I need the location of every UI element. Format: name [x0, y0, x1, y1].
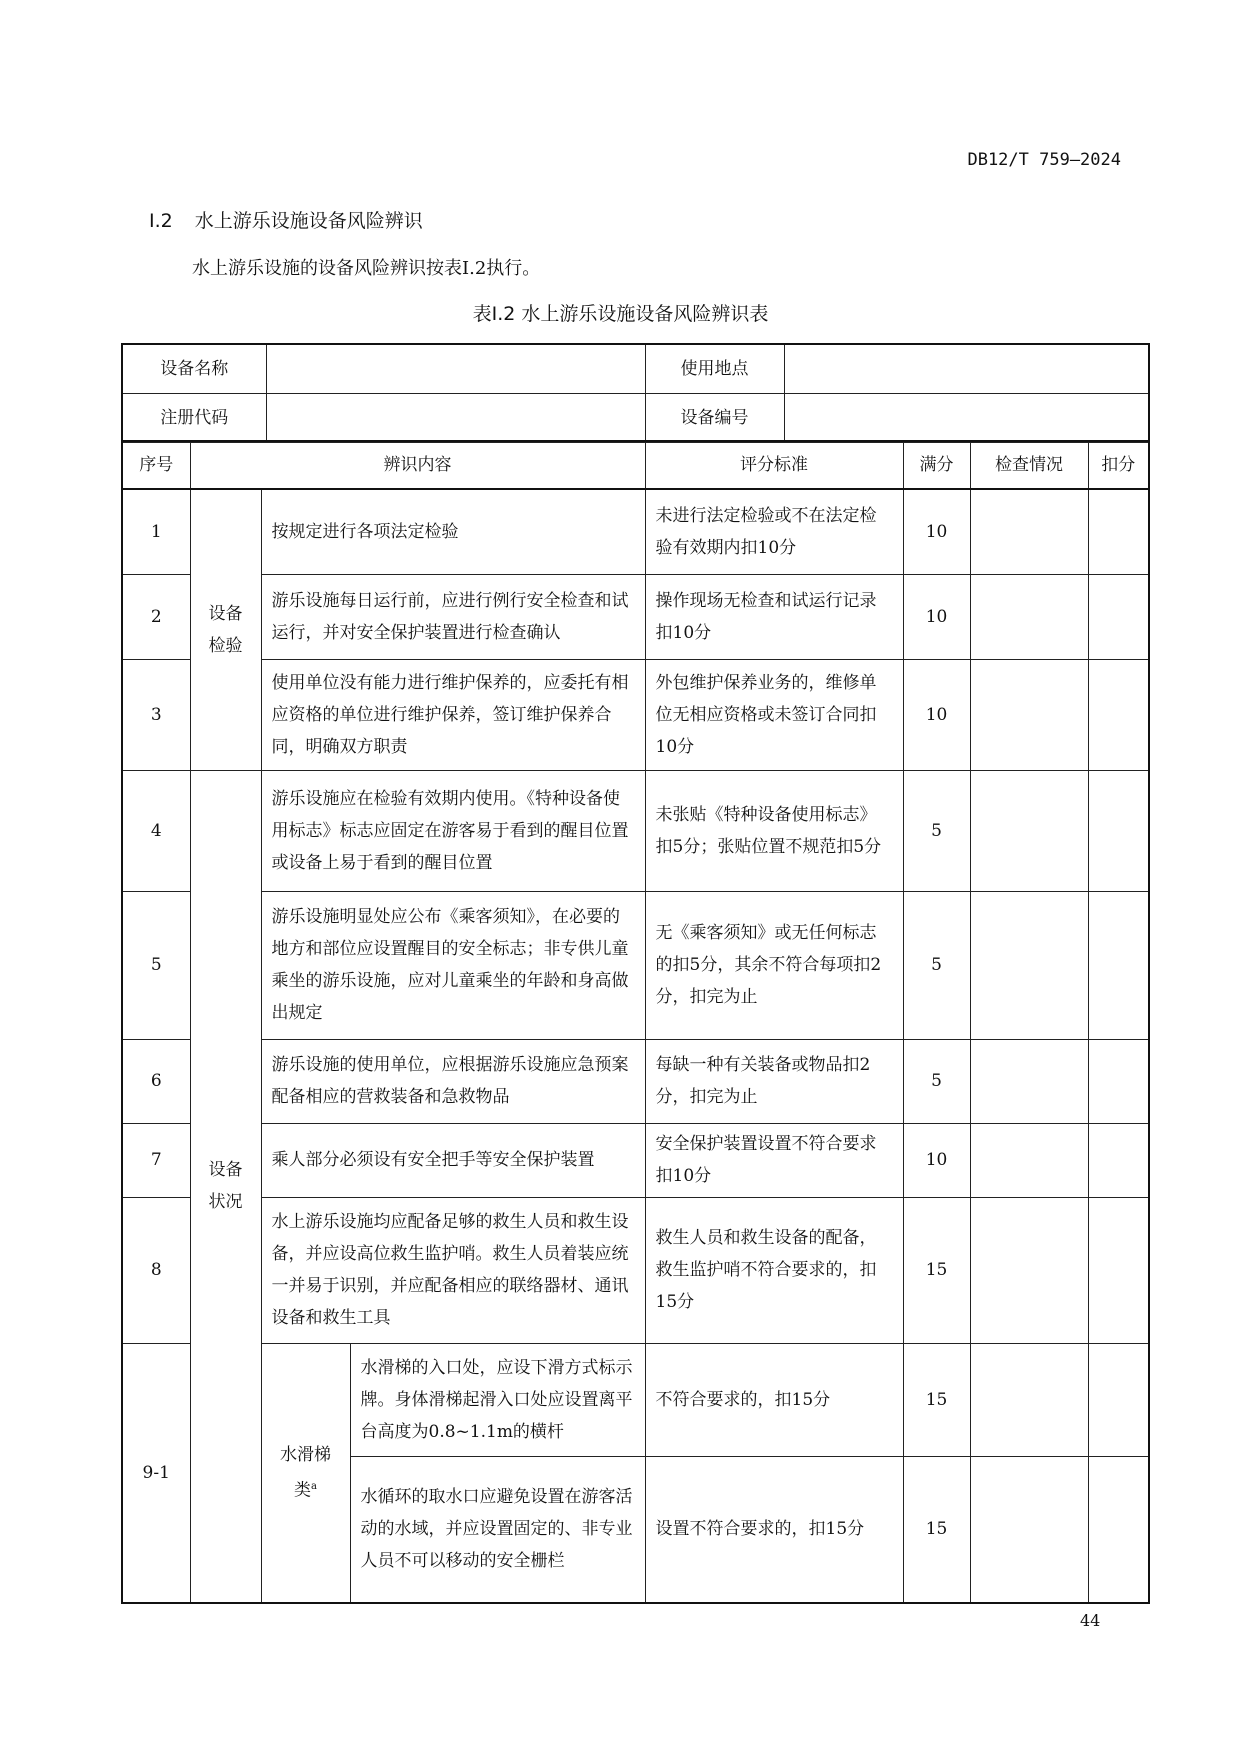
row-full: 10: [903, 574, 970, 659]
row-check[interactable]: [970, 574, 1088, 659]
row-deduct[interactable]: [1088, 1039, 1149, 1123]
col-header-no: 序号: [122, 441, 190, 489]
row-criteria: 操作现场无检查和试运行记录扣10分: [645, 574, 903, 659]
section-number: I.2: [149, 210, 173, 232]
row-criteria: 救生人员和救生设备的配备，救生监护哨不符合要求的，扣15分: [645, 1197, 903, 1343]
section-heading: [149, 206, 423, 233]
row-criteria: 未进行法定检验或不在法定检验有效期内扣10分: [645, 489, 903, 574]
row-check[interactable]: [970, 659, 1088, 770]
table-row: [122, 1343, 1149, 1456]
info-row: [122, 344, 1149, 393]
table-header-row: [122, 441, 1149, 489]
table-row: [122, 891, 1149, 1039]
col-header-criteria: 评分标准: [645, 441, 903, 489]
table-row: [122, 489, 1149, 574]
row-content: 游乐设施每日运行前，应进行例行安全检查和试运行，并对安全保护装置进行检查确认: [261, 574, 645, 659]
row-criteria: 每缺一种有关装备或物品扣2分，扣完为止: [645, 1039, 903, 1123]
col-header-full: 满分: [903, 441, 970, 489]
row-deduct[interactable]: [1088, 770, 1149, 891]
row-criteria: 安全保护装置设置不符合要求扣10分: [645, 1123, 903, 1197]
row-content: 游乐设施明显处应公布《乘客须知》，在必要的地方和部位应设置醒目的安全标志；非专供儿童乘坐的游乐设施，应对儿童乘坐的年龄和身高做出规定: [261, 891, 645, 1039]
table-row: [122, 1123, 1149, 1197]
row-deduct[interactable]: [1088, 1123, 1149, 1197]
category-label: 水滑梯类: [279, 1444, 331, 1501]
document-id: DB12/T 759—2024: [967, 150, 1121, 170]
page-number: 44: [1080, 1611, 1101, 1630]
row-content: 游乐设施的使用单位，应根据游乐设施应急预案配备相应的营救装备和急救物品: [261, 1039, 645, 1123]
row-content: 使用单位没有能力进行维护保养的，应委托有相应资格的单位进行维护保养，签订维护保养合同，明确双方职责: [261, 659, 645, 770]
body-paragraph: 水上游乐设施的设备风险辨识按表I.2执行。: [192, 258, 541, 279]
row-content: 乘人部分必须设有安全把手等安全保护装置: [261, 1123, 645, 1197]
row-deduct[interactable]: [1088, 1456, 1149, 1603]
equipment-info-table: [121, 343, 1150, 443]
category-label: 设备检验: [208, 603, 243, 656]
row-deduct[interactable]: [1088, 1343, 1149, 1456]
row-no: 5: [122, 891, 190, 1039]
row-no: 2: [122, 574, 190, 659]
row-full: 5: [903, 770, 970, 891]
row-check[interactable]: [970, 1123, 1088, 1197]
row-full: 15: [903, 1343, 970, 1456]
info-label: 使用地点: [645, 344, 784, 393]
row-check[interactable]: [970, 1456, 1088, 1603]
col-header-content: 辨识内容: [190, 441, 645, 489]
row-content: 水上游乐设施均应配备足够的救生人员和救生设备，并应设高位救生监护哨。救生人员着装应统一并易于识别，并应配备相应的联络器材、通讯设备和救生工具: [261, 1197, 645, 1343]
info-value[interactable]: [784, 344, 1149, 393]
row-check[interactable]: [970, 770, 1088, 891]
category-status: [190, 770, 261, 1603]
table-row: [122, 770, 1149, 891]
row-criteria: 未张贴《特种设备使用标志》扣5分；张贴位置不规范扣5分: [645, 770, 903, 891]
category-slide: [261, 1343, 350, 1603]
footnote-marker: a: [311, 1480, 317, 1492]
row-full: 10: [903, 489, 970, 574]
table-caption: 表I.2 水上游乐设施设备风险辨识表: [472, 303, 769, 325]
row-criteria: 不符合要求的，扣15分: [645, 1343, 903, 1456]
info-label: 设备名称: [122, 344, 266, 393]
col-header-check: 检查情况: [970, 441, 1088, 489]
row-full: 5: [903, 1039, 970, 1123]
row-content: 游乐设施应在检验有效期内使用。《特种设备使用标志》标志应固定在游客易于看到的醒目位置或设备上易于看到的醒目位置: [261, 770, 645, 891]
risk-identification-table: [121, 440, 1150, 1604]
row-full: 10: [903, 1123, 970, 1197]
row-deduct[interactable]: [1088, 1197, 1149, 1343]
table-row: [122, 574, 1149, 659]
info-label: 设备编号: [645, 393, 784, 442]
row-deduct[interactable]: [1088, 891, 1149, 1039]
row-check[interactable]: [970, 1039, 1088, 1123]
row-full: 5: [903, 891, 970, 1039]
row-no: 9-1: [122, 1343, 190, 1603]
row-no: 3: [122, 659, 190, 770]
row-check[interactable]: [970, 1343, 1088, 1456]
info-value[interactable]: [266, 393, 645, 442]
row-check[interactable]: [970, 489, 1088, 574]
row-no: 7: [122, 1123, 190, 1197]
row-check[interactable]: [970, 891, 1088, 1039]
row-content: 按规定进行各项法定检验: [261, 489, 645, 574]
table-row: [122, 1197, 1149, 1343]
table-row: [122, 1039, 1149, 1123]
col-header-deduct: 扣分: [1088, 441, 1149, 489]
row-full: 10: [903, 659, 970, 770]
row-no: 4: [122, 770, 190, 891]
info-row: [122, 393, 1149, 442]
row-criteria: 外包维护保养业务的，维修单位无相应资格或未签订合同扣10分: [645, 659, 903, 770]
row-content: 水滑梯的入口处，应设下滑方式标示牌。身体滑梯起滑入口处应设置离平台高度为0.8~1.1m的横杆: [350, 1343, 645, 1456]
info-label: 注册代码: [122, 393, 266, 442]
category-label: 设备状况: [208, 1160, 243, 1213]
row-no: 8: [122, 1197, 190, 1343]
info-value[interactable]: [784, 393, 1149, 442]
row-check[interactable]: [970, 1197, 1088, 1343]
row-full: 15: [903, 1456, 970, 1603]
section-title: 水上游乐设施设备风险辨识: [194, 210, 423, 232]
row-content: 水循环的取水口应避免设置在游客活动的水域，并应设置固定的、非专业人员不可以移动的安全栅栏: [350, 1456, 645, 1603]
row-deduct[interactable]: [1088, 489, 1149, 574]
row-criteria: 无《乘客须知》或无任何标志的扣5分，其余不符合每项扣2分，扣完为止: [645, 891, 903, 1039]
table-row: [122, 659, 1149, 770]
row-no: 6: [122, 1039, 190, 1123]
row-deduct[interactable]: [1088, 659, 1149, 770]
info-value[interactable]: [266, 344, 645, 393]
category-inspection: [190, 489, 261, 770]
row-deduct[interactable]: [1088, 574, 1149, 659]
row-criteria: 设置不符合要求的，扣15分: [645, 1456, 903, 1603]
row-no: 1: [122, 489, 190, 574]
row-full: 15: [903, 1197, 970, 1343]
